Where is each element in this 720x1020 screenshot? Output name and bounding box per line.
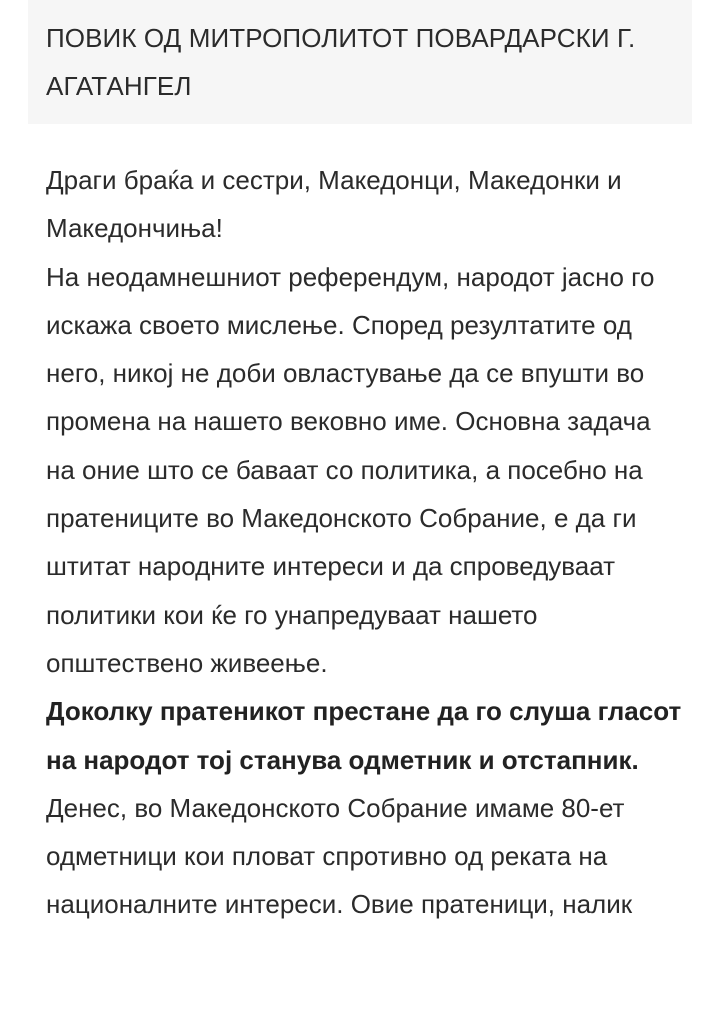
article-paragraph-emphasis: Доколку пратеникот престане да го слуша гласот на народот тој станува одметник и отстапник. [46, 696, 682, 775]
article-body [46, 156, 686, 929]
article-title: ПОВИК ОД МИТРОПОЛИТОТ ПОВАРДАРСКИ Г. АГАТАНГЕЛ [46, 23, 636, 101]
article-paragraph-referendum: На неодамнешниот референдум, народот јасно го искажа своето мислење. Според резултатите од него, никој не доби овластување да се впушти во промена на нашето вековно име. Основна задача на оние што се баваат со политика, а посебно на пратениците во Македонското Собрание, е да ги штитат народните интереси и да спроведуваат политики кои ќе го унапредуваат нашето општествено живеење. [46, 261, 655, 678]
article-paragraph-parliament: Денес, во Македонското Собрание имаме 80-ет одметници кои пловат спротивно од реката на националните интереси. Овие пратеници, налик [46, 792, 633, 920]
article-paragraph-greeting: Драги браќа и сестри, Македонци, Македонки и Македончиња! [46, 165, 622, 244]
article-header [28, 0, 692, 124]
